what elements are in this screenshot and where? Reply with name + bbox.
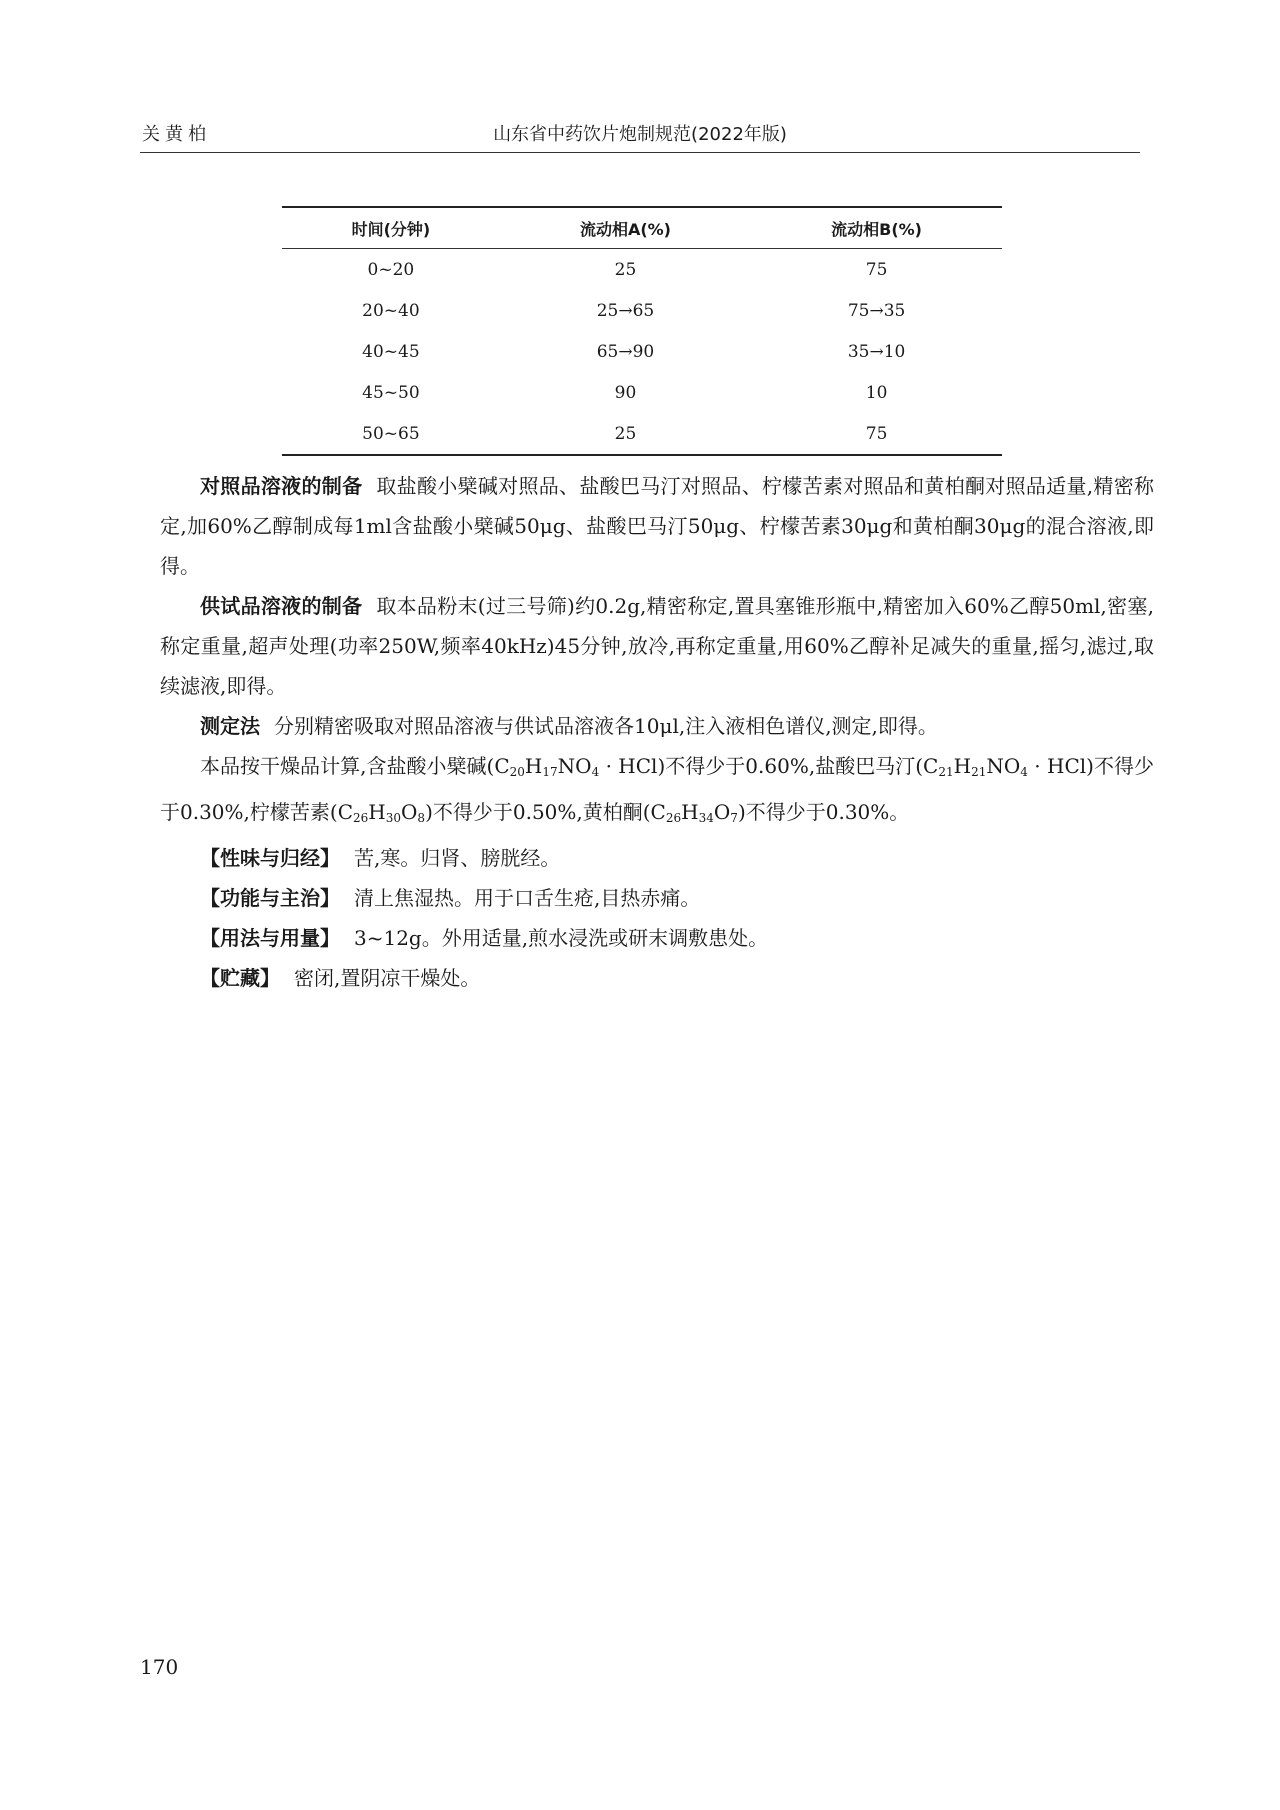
subscript: 20 [509, 765, 525, 779]
section-heading: 【用法与用量】 [200, 926, 340, 950]
subscript: 17 [542, 765, 558, 779]
section-property-meridian [160, 838, 1154, 878]
section-usage-dosage [160, 918, 1154, 958]
header-book-title: 山东省中药饮片炮制规范(2022年版) [493, 124, 787, 145]
paragraph-content-limits [160, 746, 1154, 838]
text-run: O [713, 800, 731, 824]
text-run: NO [557, 754, 592, 778]
header-rule [140, 152, 1140, 153]
table-cell: 90 [614, 382, 637, 403]
section-text: 清上焦湿热。用于口舌生疮,目热赤痛。 [354, 886, 701, 910]
table-cell: 40~45 [362, 341, 420, 362]
table-cell: 75 [865, 259, 888, 280]
text-run: H [524, 754, 543, 778]
section-heading: 【功能与主治】 [200, 886, 340, 910]
paragraph-text: 取本品粉末(过三号筛)约0.2g,精密称定,置具塞锥形瓶中,精密加入60%乙醇50ml,密塞,称定重量,超声处理(功率250W,频率40kHz)45分钟,放冷,再称定重量,用60%乙醇补足减失的重量,摇匀,滤过,取续滤液,即得。 [160, 594, 1155, 698]
text-run: H [681, 800, 699, 824]
header-drug-name: 关黄柏 [142, 124, 211, 145]
table-cell: 20~40 [362, 300, 420, 321]
table-cell: 65→90 [596, 341, 655, 362]
subscript: 4 [591, 765, 600, 779]
subscript: 8 [417, 811, 426, 825]
paragraph-test-solution [160, 586, 1154, 706]
table-row [282, 249, 1002, 291]
table-cell: 75→35 [847, 300, 906, 321]
section-text: 密闭,置阴凉干燥处。 [294, 966, 481, 990]
paragraph-lead: 对照品溶液的制备 [200, 474, 363, 498]
paragraph-lead: 供试品溶液的制备 [200, 594, 363, 618]
column-header-phase-a: 流动相A(%) [500, 207, 751, 249]
table-header-row [282, 207, 1002, 249]
subscript: 26 [665, 811, 682, 825]
paragraph-text: 分别精密吸取对照品溶液与供试品溶液各10μl,注入液相色谱仪,测定,即得。 [274, 714, 938, 738]
section-text: 3~12g。外用适量,煎水浸洗或研末调敷患处。 [354, 926, 769, 950]
section-heading: 【性味与归经】 [200, 846, 340, 870]
table-cell: 25 [614, 259, 637, 280]
text-run: · HCl)不得少于0.30%,柠檬苦素(C [160, 754, 1155, 824]
subscript: 4 [1020, 765, 1028, 779]
subscript: 30 [385, 811, 402, 825]
section-text: 苦,寒。归肾、膀胱经。 [354, 846, 561, 870]
running-header [140, 116, 1140, 156]
text-run: )不得少于0.50%,黄柏酮(C [425, 800, 666, 824]
text-run: · HCl)不得少于0.60%,盐酸巴马汀(C [599, 754, 939, 778]
table-row [282, 331, 1002, 372]
column-header-phase-b: 流动相B(%) [751, 207, 1002, 249]
section-heading: 【贮藏】 [200, 966, 280, 990]
column-header-time: 时间(分钟) [282, 207, 500, 249]
paragraph-text: 取盐酸小檗碱对照品、盐酸巴马汀对照品、柠檬苦素对照品和黄柏酮对照品适量,精密称定,加60%乙醇制成每1ml含盐酸小檗碱50μg、盐酸巴马汀50μg、柠檬苦素30μg和黄柏酮30μg的混合溶液,即得。 [160, 474, 1155, 578]
section-storage [160, 958, 1154, 998]
paragraph-lead: 测定法 [200, 714, 260, 738]
subscript: 7 [730, 811, 738, 825]
gradient-table [282, 206, 1002, 456]
subscript: 34 [698, 811, 714, 825]
table-row [282, 372, 1002, 413]
table-row [282, 413, 1002, 455]
subscript: 21 [938, 765, 954, 779]
text-run: H [953, 754, 972, 778]
table-cell: 25→65 [596, 300, 655, 321]
table-row [282, 290, 1002, 331]
text-run: NO [986, 754, 1021, 778]
table-cell: 35→10 [847, 341, 906, 362]
text-run: 本品按干燥品计算,含盐酸小檗碱(C [200, 754, 510, 778]
table-cell: 45~50 [362, 382, 420, 403]
subscript: 21 [971, 765, 987, 779]
page-number: 170 [140, 1655, 179, 1679]
text-run: O [401, 800, 418, 824]
table-cell: 10 [865, 382, 888, 403]
body-text [160, 466, 1154, 998]
table-cell: 25 [614, 423, 637, 444]
paragraph-reference-solution [160, 466, 1154, 586]
text-run: )不得少于0.30%。 [737, 800, 910, 824]
table-cell: 75 [865, 423, 888, 444]
table-cell: 0~20 [367, 259, 415, 280]
section-function-indication [160, 878, 1154, 918]
subscript: 26 [353, 811, 369, 825]
text-run: H [368, 800, 386, 824]
table-cell: 50~65 [362, 423, 420, 444]
paragraph-method [160, 706, 1154, 746]
